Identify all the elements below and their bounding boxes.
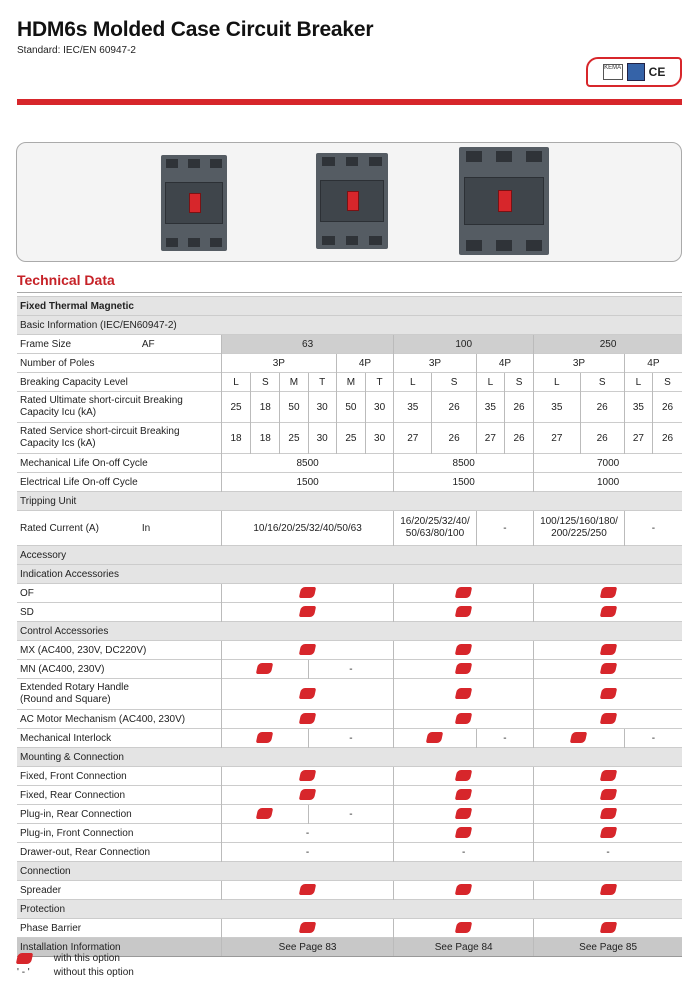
option-mark <box>599 688 616 699</box>
ce-mark-icon: CE <box>648 65 666 79</box>
certification-mark-icon <box>627 63 645 81</box>
section-title: Technical Data <box>17 272 115 288</box>
option-mark <box>599 884 616 895</box>
option-mark <box>299 789 316 800</box>
breaker-63-image <box>161 155 227 251</box>
option-mark <box>599 587 616 598</box>
row-spreader: Spreader <box>17 881 682 900</box>
option-mark <box>455 827 472 838</box>
row-breaking-level: Breaking Capacity Level L S M T M T L S L S L S L S <box>17 373 682 392</box>
option-mark <box>256 663 273 674</box>
header-divider <box>17 99 682 105</box>
option-mark <box>455 789 472 800</box>
row-poles: Number of Poles 3P 4P 3P 4P 3P 4P <box>17 354 682 373</box>
row-plugin-rear: Plug-in, Rear Connection - <box>17 805 682 824</box>
row-mechanical-interlock: Mechanical Interlock - - - <box>17 729 682 748</box>
row-mech-life: Mechanical Life On-off Cycle 8500 8500 7000 <box>17 454 682 473</box>
option-mark <box>455 688 472 699</box>
option-mark <box>599 808 616 819</box>
row-control-accessories: Control Accessories <box>17 622 682 641</box>
option-mark <box>299 922 316 933</box>
option-mark <box>455 922 472 933</box>
option-mark <box>16 953 33 964</box>
row-icu: Rated Ultimate short-circuit Breaking Capacity Icu (kA) 25 18 50 30 50 30 35 26 35 26 35 26 35 26 <box>17 392 682 423</box>
option-mark <box>455 713 472 724</box>
option-mark <box>455 644 472 655</box>
row-basic-info: Basic Information (IEC/EN60947-2) <box>17 316 682 335</box>
row-tripping-unit: Tripping Unit <box>17 492 682 511</box>
page-title: HDM6s Molded Case Circuit Breaker <box>17 18 374 41</box>
row-rotary-handle: Extended Rotary Handle (Round and Square) <box>17 679 682 710</box>
option-mark <box>256 732 273 743</box>
option-mark <box>455 808 472 819</box>
row-mounting: Mounting & Connection <box>17 748 682 767</box>
row-fixed-rear: Fixed, Rear Connection <box>17 786 682 805</box>
standard-text: Standard: IEC/EN 60947-2 <box>17 45 136 56</box>
row-connection: Connection <box>17 862 682 881</box>
row-drawout-rear: Drawer-out, Rear Connection - - - <box>17 843 682 862</box>
row-motor-mechanism: AC Motor Mechanism (AC400, 230V) <box>17 710 682 729</box>
option-mark <box>599 606 616 617</box>
legend-without: ' - ' without this option <box>17 967 134 978</box>
row-plugin-front: Plug-in, Front Connection - <box>17 824 682 843</box>
row-elec-life: Electrical Life On-off Cycle 1500 1500 1000 <box>17 473 682 492</box>
option-mark <box>299 688 316 699</box>
row-mx: MX (AC400, 230V, DC220V) <box>17 641 682 660</box>
row-frame-size: Frame Size AF 63 100 250 <box>17 335 682 354</box>
option-mark <box>256 808 273 819</box>
option-mark <box>599 770 616 781</box>
option-mark <box>599 789 616 800</box>
option-mark <box>455 587 472 598</box>
row-phase-barrier: Phase Barrier <box>17 919 682 938</box>
option-mark <box>299 770 316 781</box>
row-accessory: Accessory <box>17 546 682 565</box>
row-ics: Rated Service short-circuit Breaking Capacity Ics (kA) 18 18 25 30 25 30 27 26 27 26 27 26 27 26 <box>17 423 682 454</box>
row-of: OF <box>17 584 682 603</box>
row-fixed-front: Fixed, Front Connection <box>17 767 682 786</box>
row-rated-current: Rated Current (A) In 10/16/20/25/32/40/50/63 16/20/25/32/40/ 50/63/80/100 - 100/125/160/180/ 200/225/250 - <box>17 511 682 546</box>
option-mark <box>299 587 316 598</box>
option-mark <box>455 770 472 781</box>
row-protection: Protection <box>17 900 682 919</box>
breaker-100-image <box>316 153 388 249</box>
option-mark <box>570 732 587 743</box>
legend-with: with this option <box>17 953 120 964</box>
option-mark <box>299 884 316 895</box>
breaker-250-image <box>459 147 549 255</box>
certification-badges <box>586 57 682 87</box>
technical-data-table <box>17 296 682 957</box>
option-mark <box>599 827 616 838</box>
option-mark <box>599 713 616 724</box>
row-mn: MN (AC400, 230V) - <box>17 660 682 679</box>
section-divider <box>17 292 682 293</box>
option-mark <box>299 644 316 655</box>
kema-logo-icon: KEMA <box>603 64 623 80</box>
option-mark <box>299 606 316 617</box>
option-mark <box>299 713 316 724</box>
option-mark <box>599 663 616 674</box>
option-mark <box>599 922 616 933</box>
row-fixed-thermal: Fixed Thermal Magnetic <box>17 297 682 316</box>
option-mark <box>455 606 472 617</box>
option-mark <box>455 884 472 895</box>
option-mark <box>426 732 443 743</box>
option-mark <box>599 644 616 655</box>
row-installation: Installation Information See Page 83 See Page 84 See Page 85 <box>17 938 682 957</box>
row-sd: SD <box>17 603 682 622</box>
product-photos <box>16 142 682 262</box>
row-indication-accessories: Indication Accessories <box>17 565 682 584</box>
option-mark <box>455 663 472 674</box>
